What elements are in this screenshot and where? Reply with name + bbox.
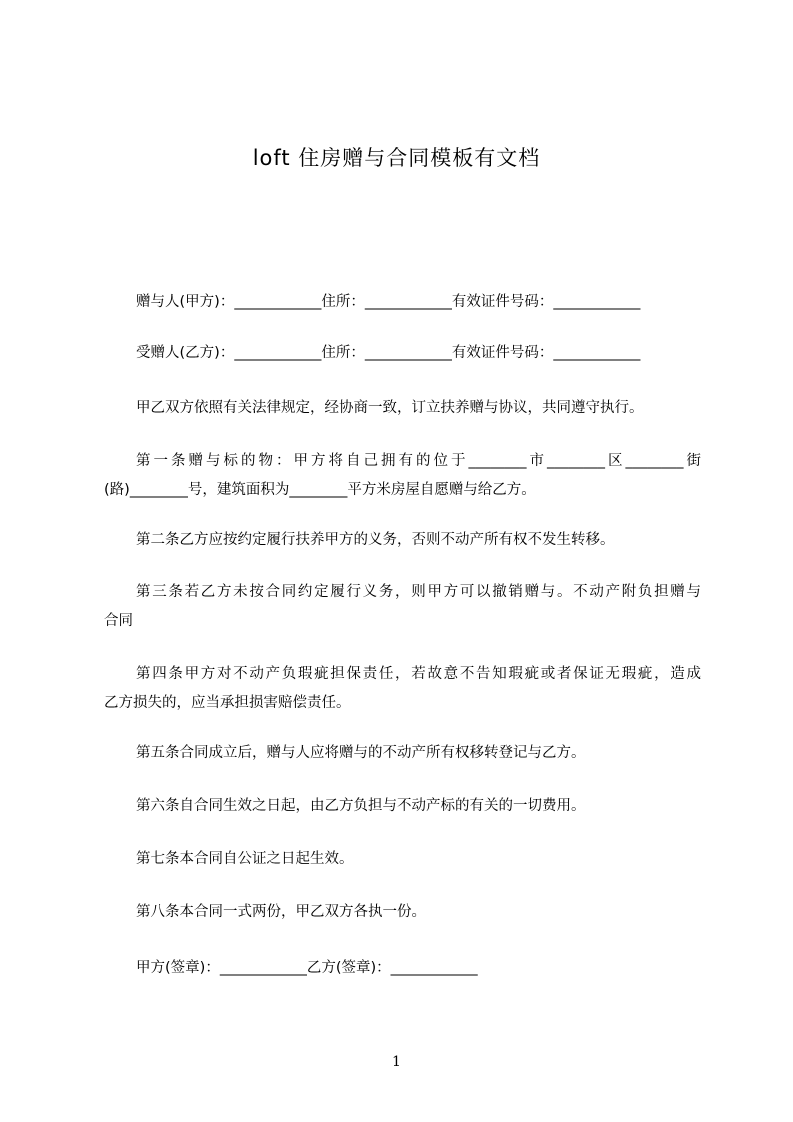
- document-title: loft 住房赠与合同模板有文档: [252, 146, 541, 170]
- article-4-line-2: 乙方损失的，应当承担损害赔偿责任。: [104, 695, 351, 711]
- signature-line: 甲方(签章)：____________乙方(签章)：____________: [136, 960, 478, 976]
- article-4-paragraph: [104, 660, 701, 718]
- article-7-paragraph: 第七条本合同自公证之日起生效。: [136, 851, 354, 867]
- article-1-paragraph: [104, 447, 701, 505]
- article-3-line-1: 第三条若乙方未按合同约定履行义务，则甲方可以撤销赠与。不动产附负担赠与: [136, 584, 701, 600]
- donor-line: 赠与人(甲方)：____________住所：____________有效证件号码：____________: [136, 294, 641, 310]
- preamble-paragraph: 甲乙双方依照有关法律规定，经协商一致，订立扶养赠与协议，共同遵守执行。: [136, 400, 644, 416]
- article-1-line-1: 第一条赠与标的物：甲方将自己拥有的位于________市________区________街: [136, 453, 701, 469]
- article-1-line-2: (路)________号，建筑面积为________平方米房屋自愿赠与给乙方。: [104, 482, 536, 498]
- article-3-paragraph: [104, 578, 701, 636]
- article-5-paragraph: 第五条合同成立后，赠与人应将赠与的不动产所有权移转登记与乙方。: [136, 745, 586, 761]
- article-3-line-2: 合同: [104, 613, 133, 629]
- article-2-paragraph: 第二条乙方应按约定履行扶养甲方的义务，否则不动产所有权不发生转移。: [136, 532, 615, 548]
- donee-line: 受赠人(乙方)：____________住所：____________有效证件号码：____________: [136, 345, 641, 361]
- article-8-paragraph: 第八条本合同一式两份，甲乙双方各执一份。: [136, 904, 426, 920]
- article-6-paragraph: 第六条自合同生效之日起，由乙方负担与不动产标的有关的一切费用。: [136, 798, 586, 814]
- article-4-line-1: 第四条甲方对不动产负瑕疵担保责任，若故意不告知瑕疵或者保证无瑕疵，造成: [136, 666, 701, 682]
- page-number: 1: [392, 1054, 401, 1070]
